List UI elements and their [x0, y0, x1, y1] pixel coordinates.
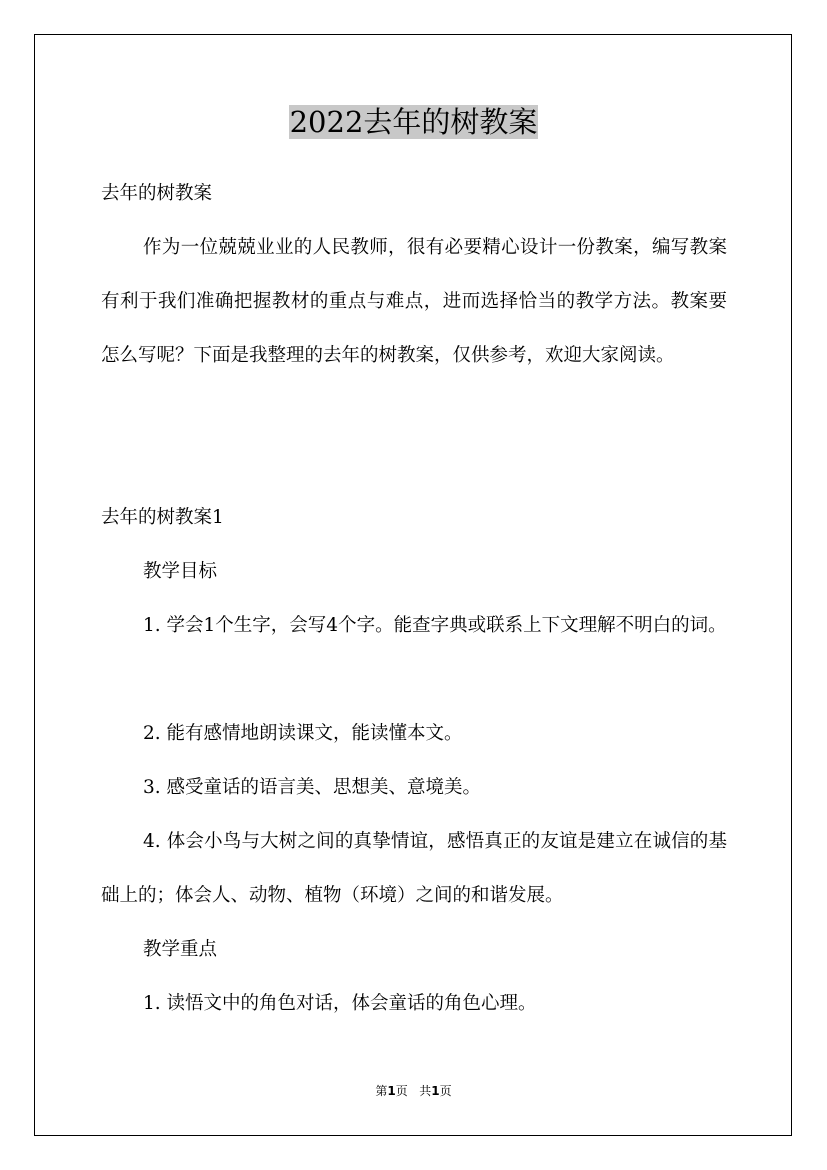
- footer-page-total: 1: [431, 1084, 440, 1098]
- objective-4: 4. 体会小鸟与大树之间的真挚情谊，感悟真正的友谊是建立在诚信的基础上的；体会人、动物、植物（环境）之间的和谐发展。: [101, 831, 727, 906]
- page-footer: [0, 1082, 827, 1100]
- objectives-heading: 教学目标: [143, 561, 218, 582]
- footer-prefix: 第: [375, 1084, 388, 1098]
- key-point-1: 1. 读悟文中的角色对话，体会童话的角色心理。: [143, 993, 537, 1014]
- footer-mid: 页 共: [395, 1084, 432, 1098]
- title-text: 2022去年的树教案: [289, 105, 538, 139]
- subtitle: 去年的树教案: [101, 183, 213, 204]
- footer-page-number: 1: [387, 1084, 396, 1098]
- intro-paragraph: 作为一位兢兢业业的人民教师，很有必要精心设计一份教案，编写教案有利于我们准确把握教材的重点与难点，进而选择恰当的教学方法。教案要怎么写呢？下面是我整理的去年的树教案，仅供参考，欢迎大家阅读。: [101, 237, 727, 366]
- key-points-heading: 教学重点: [143, 939, 218, 960]
- document-title: [0, 100, 827, 144]
- objective-1: 1. 学会1个生字，会写4个字。能查字典或联系上下文理解不明白的词。: [143, 615, 727, 636]
- objective-2: 2. 能有感情地朗读课文，能读懂本文。: [143, 723, 463, 744]
- footer-suffix: 页: [439, 1084, 452, 1098]
- section-heading: 去年的树教案1: [101, 507, 224, 528]
- objective-3: 3. 感受童话的语言美、思想美、意境美。: [143, 777, 482, 798]
